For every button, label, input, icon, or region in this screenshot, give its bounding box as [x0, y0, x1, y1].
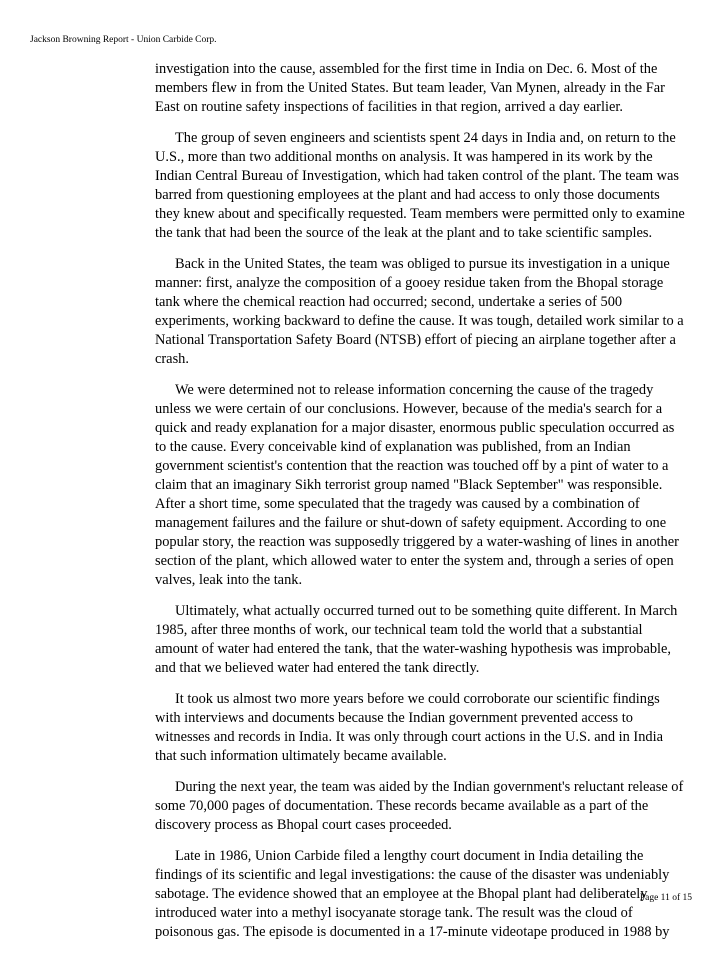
paragraph: It took us almost two more years before we could corroborate our scientific findings with interviews and documents because the Indian government prevented access to witnesses and records in India. It was only through court actions in the U.S. and in India that such information ultimately became available. — [155, 691, 663, 764]
paragraph: Late in 1986, Union Carbide filed a lengthy court document in India detailing the findings of its scientific and legal investigations: the cause of the disaster was undeniably sabotage. The evidence showed that an employee at the Bhopal plant had deliberately introduced water into a methyl isocyanate storage tank. The result was the cloud of poisonous gas. The episode is documented in a 17-minute videotape produced in 1988 by — [155, 848, 670, 940]
document-body — [155, 60, 685, 954]
paragraph: Ultimately, what actually occurred turned out to be something quite different. In March 1985, after three months of work, our technical team told the world that a substantial amount of water had entered the tank, that the water-washing hypothesis was improbable, and that we believed water had entered the tank directly. — [155, 603, 678, 676]
page-header: Jackson Browning Report - Union Carbide Corp. — [30, 35, 217, 45]
page-number: Page 11 of 15 — [639, 893, 692, 903]
paragraph-continued: investigation into the cause, assembled for the first time in India on Dec. 6. Most of the members flew in from the United States. But team leader, Van Mynen, already in the Far East on routine safety inspections of facilities in that region, arrived a day earlier. — [155, 61, 665, 115]
paragraph: The group of seven engineers and scientists spent 24 days in India and, on return to the U.S., more than two additional months on analysis. It was hampered in its work by the Indian Central Bureau of Investigation, which had taken control of the plant. The team was barred from questioning employees at the plant and had access to only those documents they knew about and specifically requested. Team members were permitted only to examine the tank that had been the source of the leak at the plant and to take scientific samples. — [155, 130, 685, 241]
paragraph: Back in the United States, the team was obliged to pursue its investigation in a unique manner: first, analyze the composition of a gooey residue taken from the Bhopal storage tank where the chemical reaction had occurred; second, undertake a series of 500 experiments, working backward to define the cause. It was tough, detailed work similar to a National Transportation Safety Board (NTSB) effort of piecing an airplane together after a crash. — [155, 256, 684, 367]
paragraph: We were determined not to release information concerning the cause of the tragedy unless we were certain of our conclusions. However, because of the media's search for a quick and ready explanation for a major disaster, enormous public speculation occurred as to the cause. Every conceivable kind of explanation was published, from an Indian government scientist's contention that the reaction was touched off by a pint of water to a claim that an imaginary Sikh terrorist group named "Black September" was responsible. After a short time, some speculated that the tragedy was caused by a combination of management failures and the failure or shut-down of safety equipment. According to one popular story, the reaction was supposedly triggered by a water-washing of lines in another section of the plant, which allowed water to enter the system and, through a series of open valves, leak into the tank. — [155, 382, 679, 588]
paragraph: During the next year, the team was aided by the Indian government's reluctant release of some 70,000 pages of documentation. These records became available as a part of the discovery process as Bhopal court cases proceeded. — [155, 779, 684, 833]
